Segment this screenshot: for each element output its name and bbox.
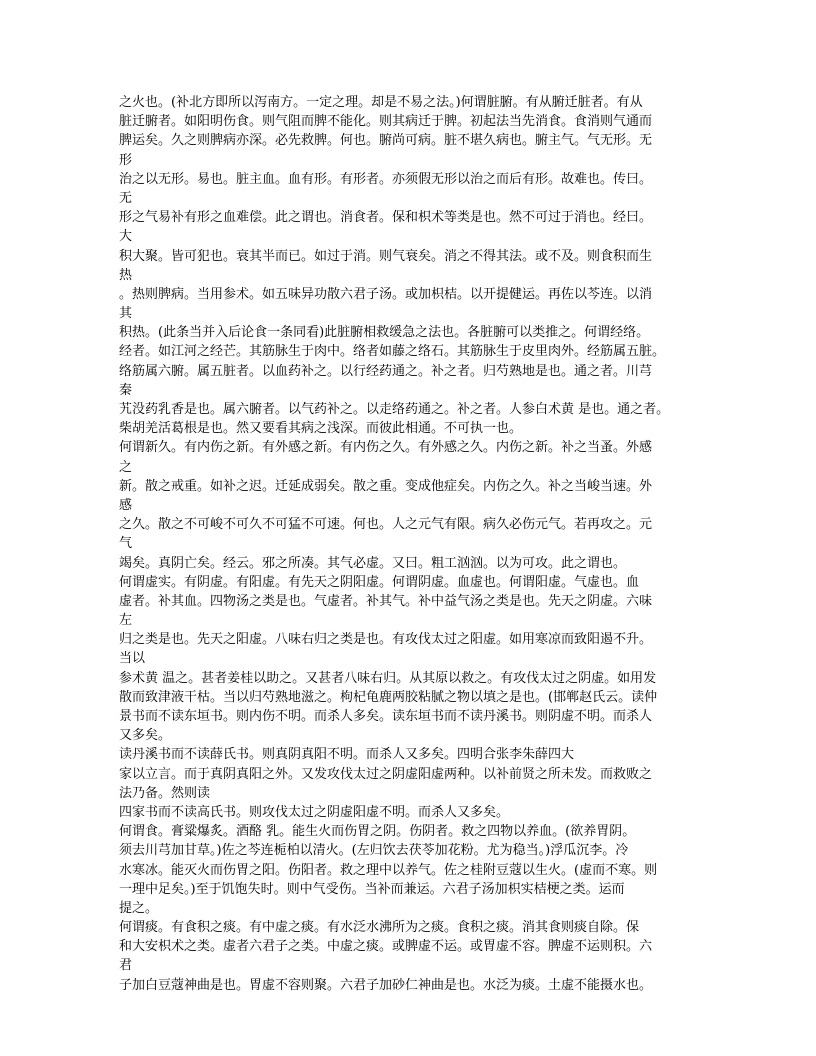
text-line: 左 xyxy=(119,613,133,629)
text-line: 之火也。(补北方即所以泻南方。一定之理。却是不易之法。)何谓脏腑。有从腑迁脏者。有从 xyxy=(119,95,643,110)
text-line: 气 xyxy=(119,536,133,552)
text-line: 脾运矣。久之则脾病亦深。必先救脾。何也。腑尚可病。脏不堪久病也。腑主气。气无形。无 xyxy=(119,133,653,149)
text-line: 艽没药乳香是也。属六腑者。以气药补之。以走络药通之。补之者。人参白术黄 是也。通之者。 xyxy=(119,402,670,417)
text-line: 须去川芎加甘草。)佐之芩连栀柏以清火。(左归饮去茯苓加花粉。尤为稳当。)浮瓜沉李。冷 xyxy=(119,843,629,859)
text-line: 积大聚。皆可犯也。衰其半而已。如过于消。则气衰矣。消之不得其法。或不及。则食积而生 xyxy=(119,248,653,264)
text-line: 之 xyxy=(119,459,133,475)
text-line: 新。散之戒重。如补之迟。迁延成弱矣。散之重。变成他症矣。内伤之久。补之当峻当速。外 xyxy=(119,478,653,494)
text-line: 竭矣。真阴亡矣。经云。邪之所凑。其气必虚。又曰。粗工汹汹。以为可攻。此之谓也。 xyxy=(119,555,627,571)
text-line: 脏迁腑者。如阳明伤食。则气阻而脾不能化。则其病迁于脾。初起法当先消食。食消则气通而 xyxy=(119,114,653,130)
text-line: 积热。(此条当并入后论食一条同看)此脏腑相救缓急之法也。各脏腑可以类推之。何谓经络。 xyxy=(119,325,650,341)
document-page xyxy=(119,93,704,1014)
text-line: 一理中足矣。)至于饥饱失时。则中气受伤。当补而兼运。六君子汤加枳实桔梗之类。运而 xyxy=(119,881,625,897)
text-line: 经者。如江河之经芒。其筋脉生于肉中。络者如藤之络石。其筋脉生于皮里肉外。经筋属五脏。 xyxy=(119,344,666,360)
text-line: 又多矣。 xyxy=(119,728,172,744)
text-line: 提之。 xyxy=(119,900,159,916)
text-line: 无 xyxy=(119,190,133,206)
text-line: 读丹溪书而不读薛氏书。则真阴真阳不明。而杀人又多矣。四明合张李朱薛四大 xyxy=(119,747,575,763)
text-line: 和大安枳术之类。虚者六君子之类。中虚之痰。或脾虚不运。或胃虚不容。脾虚不运则积。六 xyxy=(119,939,653,955)
text-line: 当以 xyxy=(119,651,146,667)
text-line: 大 xyxy=(119,229,133,245)
text-line: 虚者。补其血。四物汤之类是也。气虚者。补其气。补中益气汤之类是也。先天之阴虚。六味 xyxy=(119,593,653,609)
text-line: 参术黄 温之。甚者姜桂以助之。又甚者八味右归。从其原以救之。有攻伐太过之阴虚。如用发 xyxy=(119,670,657,686)
text-line: 络筋属六腑。属五脏者。以血药补之。以行经药通之。补之者。归芍熟地是也。通之者。川芎 xyxy=(119,363,653,379)
text-line: 何谓食。膏粱爆炙。酒酪 乳。能生火而伤胃之阴。伤阴者。救之四物以养血。(欲养胃阴。 xyxy=(119,824,636,840)
text-line: 何谓虚实。有阴虚。有阳虚。有先天之阴阳虚。何谓阴虚。血虚也。何谓阳虚。气虚也。血 xyxy=(119,574,640,590)
text-line: 感 xyxy=(119,497,133,513)
text-line: 之久。散之不可峻不可久不可猛不可速。何也。人之元气有限。病久必伤元气。若再攻之。元 xyxy=(119,517,653,533)
text-line: 四家书而不读高氏书。则攻伐太过之阴虚阳虚不明。而杀人又多矣。 xyxy=(119,804,510,820)
text-line: 散而致津液干枯。当以归芍熟地滋之。枸杞龟鹿两胶粘腻之物以填之是也。(邯郸赵氏云。读仲 xyxy=(119,689,658,705)
text-line: 形之气易补有形之血难偿。此之谓也。消食者。保和枳术等类是也。然不可过于消也。经曰。 xyxy=(119,210,653,226)
text-line: 热 xyxy=(119,267,133,283)
text-line: 水寒冰。能灭火而伤胃之阳。伤阳者。救之理中以养气。佐之桂附豆蔻以生火。(虚而不寒。则 xyxy=(119,862,658,878)
text-line: 景书而不读东垣书。则内伤不明。而杀人多矣。读东垣书而不读丹溪书。则阴虚不明。而杀人 xyxy=(119,709,653,724)
text-line: 秦 xyxy=(119,382,133,398)
text-line: 家以立言。而于真阴真阳之外。又发攻伐太过之阴虚阳虚两种。以补前贤之所未发。而救败之 xyxy=(119,766,653,782)
text-line: 君 xyxy=(119,958,133,974)
text-line: 子加白豆蔻神曲是也。胃虚不容则聚。六君子加砂仁神曲是也。水泛为痰。土虚不能摄水也。 xyxy=(119,977,653,993)
text-line: 何谓新久。有内伤之新。有外感之新。有内伤之久。有外感之久。内伤之新。补之当蚤。外感 xyxy=(119,440,653,456)
text-line: 其 xyxy=(119,306,133,322)
text-line: 法乃备。然则读 xyxy=(119,785,211,801)
text-line: 。热则脾病。当用参术。如五味异功散六君子汤。或加枳桔。以开提健运。再佐以芩连。以消 xyxy=(119,286,653,302)
text-line xyxy=(119,995,704,1014)
text-line: 归之类是也。先天之阳虚。八味右归之类是也。有攻伐太过之阳虚。如用寒凉而致阳遏不升。 xyxy=(119,632,653,648)
text-line: 柴胡羌活葛根是也。然又要看其病之浅深。而彼此相通。不可执一也。 xyxy=(119,421,523,437)
text-line: 何谓痰。有食积之痰。有中虚之痰。有水泛水沸所为之痰。食积之痰。消其食则痰自除。保 xyxy=(119,920,640,936)
text-line: 形 xyxy=(119,152,133,168)
text-line: 治之以无形。易也。脏主血。血有形。有形者。亦须假无形以治之而后有形。故难也。传曰。 xyxy=(119,171,653,187)
